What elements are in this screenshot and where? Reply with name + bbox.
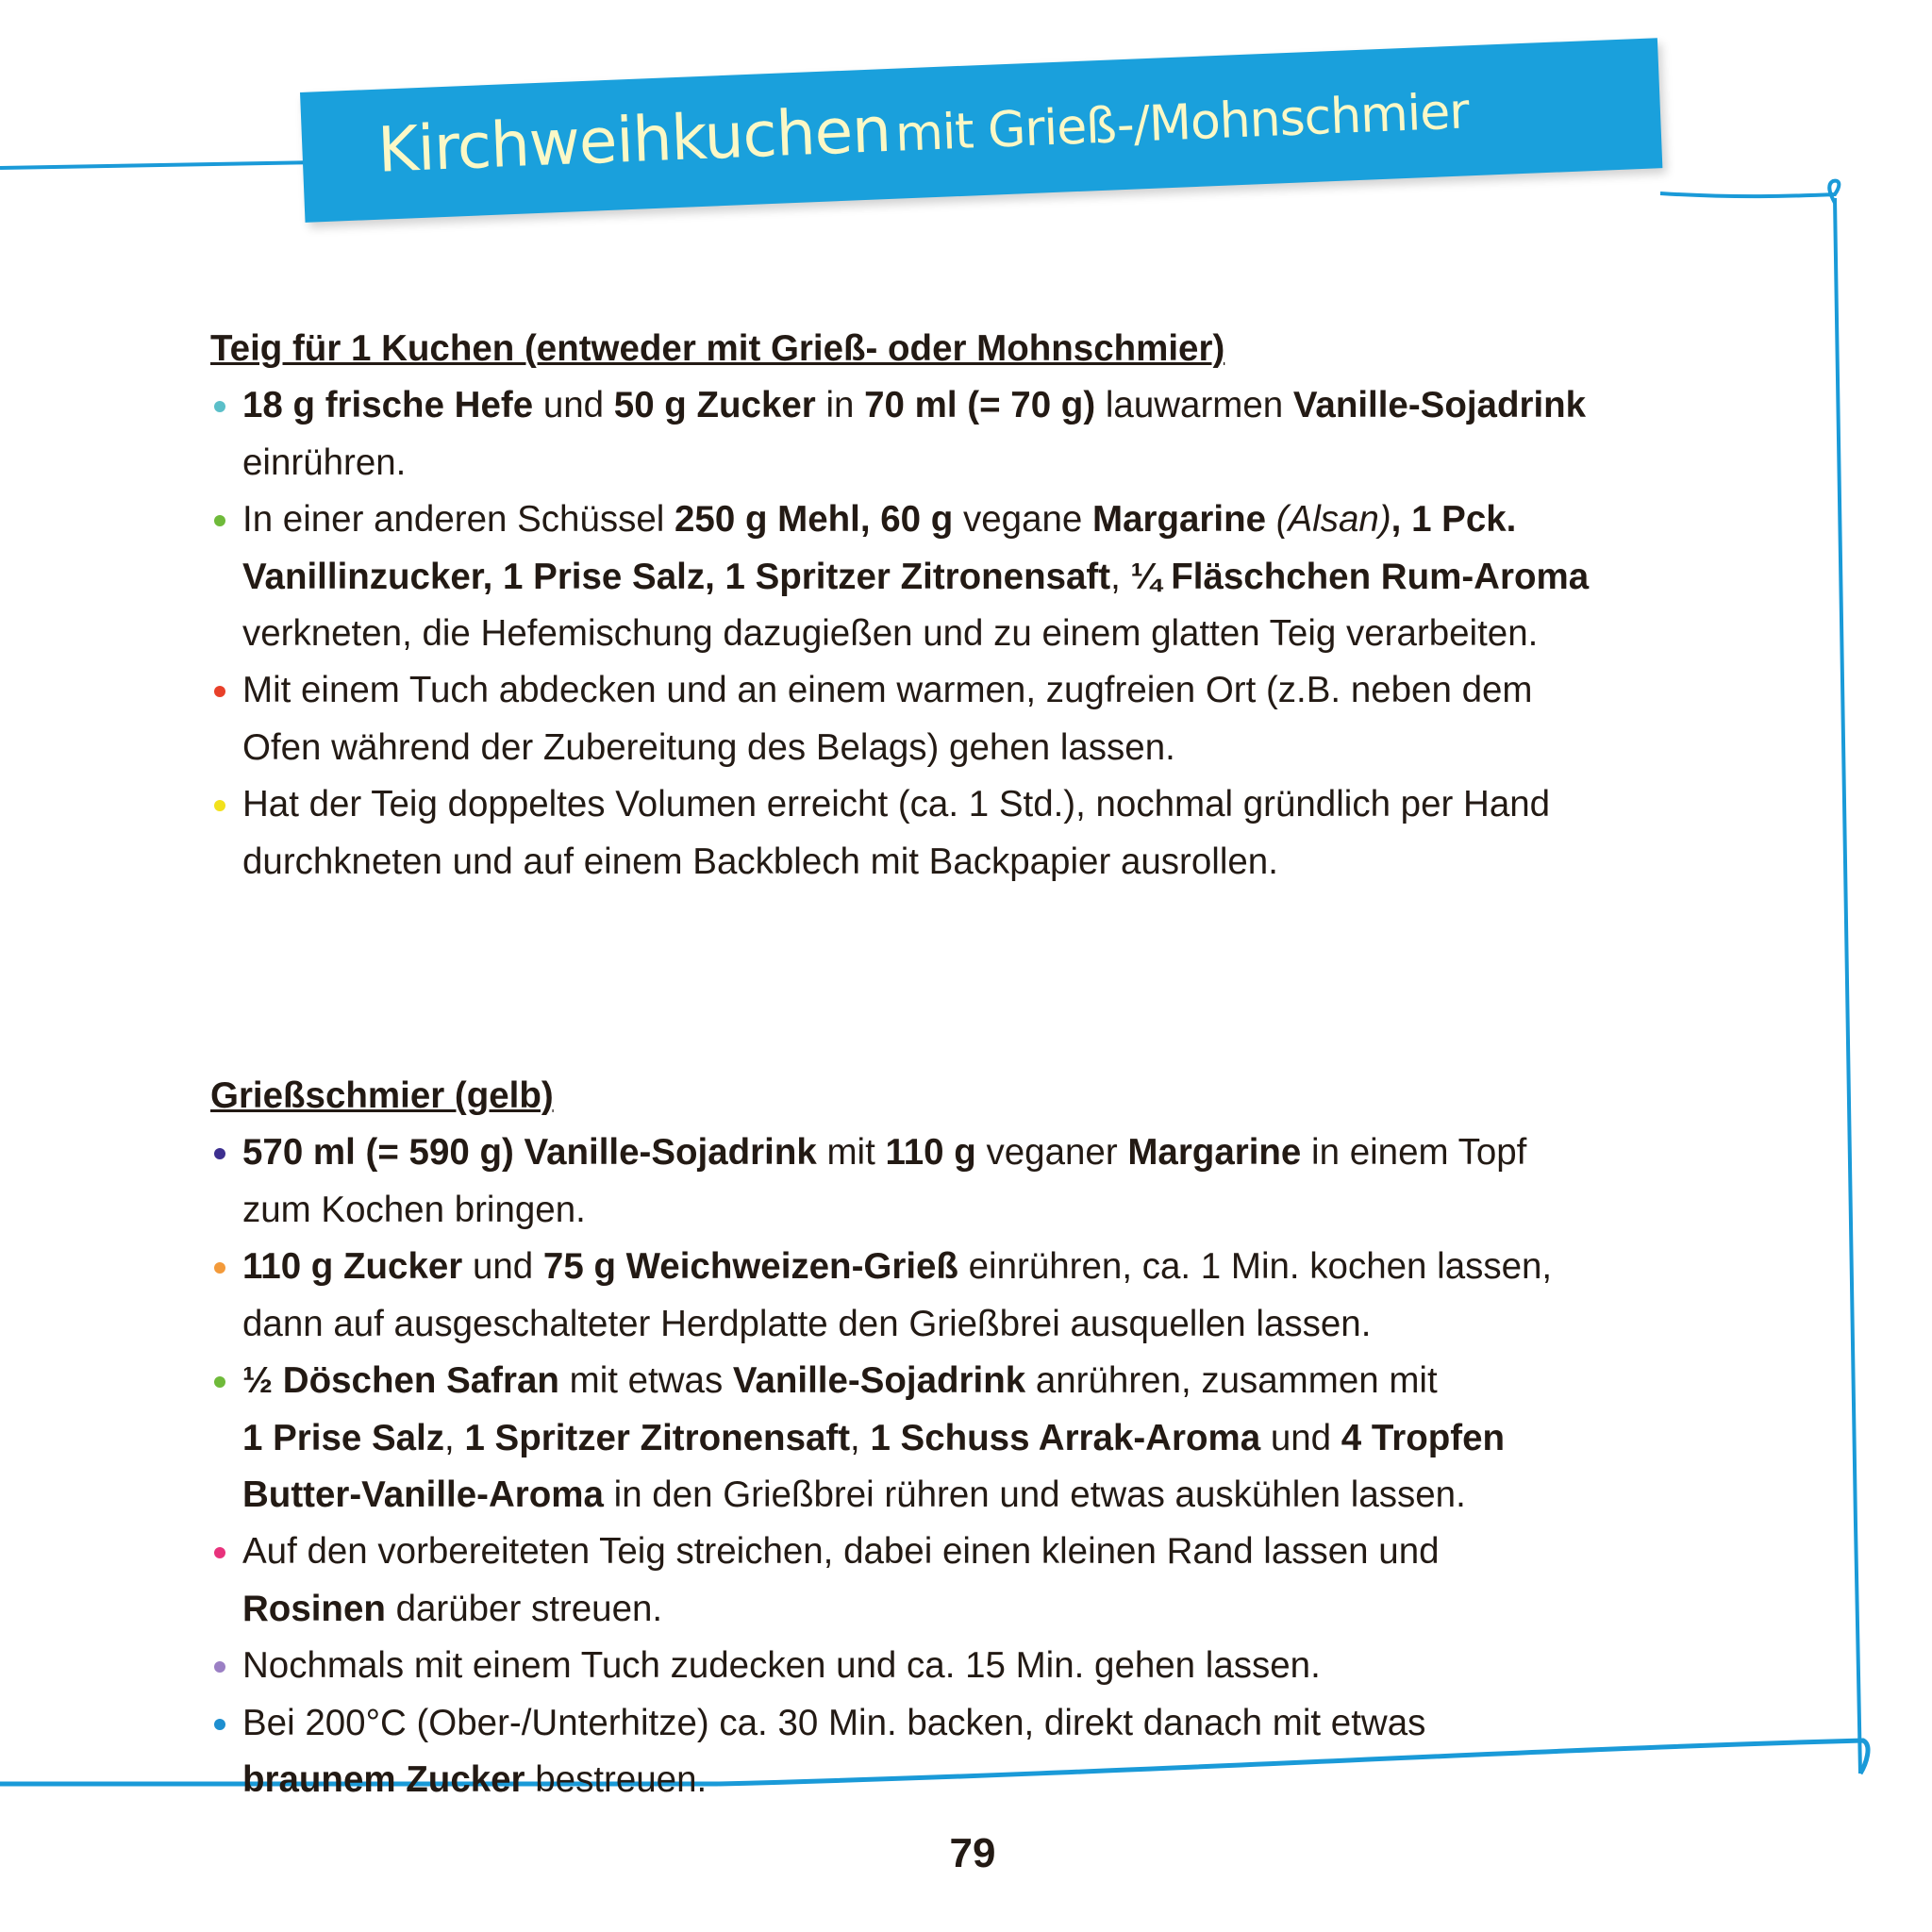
text-line (242, 435, 1814, 491)
text-segment: Bei 200°C (Ober-/Unterhitze) ca. 30 Min. backen, direkt danach mit etwas (242, 1702, 1426, 1743)
bold-text: 1 Prise Salz (242, 1417, 445, 1458)
text-segment: lauwarmen (1095, 385, 1293, 426)
bold-text: 110 g (885, 1132, 976, 1174)
text-line (242, 662, 1814, 719)
bold-text: 250 g Mehl, 60 g (675, 499, 954, 541)
list-item (210, 1239, 1814, 1353)
text-segment: in den Grießbrei rühren und etwas auskühlen lassen. (603, 1474, 1466, 1515)
text-segment: Ofen während der Zubereitung des Belags) gehen lassen. (242, 726, 1175, 768)
bold-text: Margarine (1092, 499, 1267, 541)
bold-text: 75 g Weichweizen-Grieß (542, 1246, 958, 1288)
text-line (242, 1182, 1814, 1239)
list-item (210, 1124, 1814, 1239)
bold-text: 70 ml (= 70 g) (864, 385, 1096, 426)
text-line (242, 606, 1814, 662)
bold-text: 1 Spritzer Zitronensaft (464, 1417, 851, 1458)
text-line (242, 1524, 1814, 1580)
bold-text: Rosinen (242, 1588, 386, 1629)
list-item (210, 1353, 1814, 1524)
text-segment: , (1110, 556, 1131, 597)
bullet-dot-icon (214, 1376, 225, 1388)
text-line (242, 720, 1814, 776)
text-segment: mit etwas (558, 1360, 733, 1402)
bold-text: 570 ml (= 590 g) Vanille-Sojadrink (242, 1132, 817, 1174)
title-main: Kirchweihkuchen (375, 92, 892, 187)
text-line (242, 1239, 1814, 1295)
text-segment: in einem Topf (1301, 1132, 1527, 1174)
text-segment: verkneten, die Hefemischung dazugießen und zu einem glatten Teig verarbeiten. (242, 613, 1539, 655)
text-line (242, 834, 1814, 891)
bold-text: 110 g Zucker (242, 1246, 463, 1288)
text-segment: Mit einem Tuch abdecken und an einem warmen, zugfreien Ort (z.B. neben dem (242, 670, 1533, 711)
bold-text: ¼ Fläschchen Rum-Aroma (1130, 556, 1590, 597)
bold-text: Vanille-Sojadrink (732, 1360, 1026, 1402)
bold-text: Vanillinzucker, 1 Prise Salz, 1 Spritzer Zitronensaft (242, 556, 1111, 597)
bold-text: , 1 Pck. (1391, 499, 1517, 541)
list-item (210, 662, 1814, 776)
bullet-dot-icon (214, 1719, 225, 1730)
text-line (242, 1752, 1814, 1808)
text-segment: In einer anderen Schüssel (242, 499, 675, 541)
list-item (210, 1524, 1814, 1638)
list-item (210, 491, 1814, 662)
bullet-dot-icon (214, 1547, 225, 1558)
bold-text: 1 Schuss Arrak-Aroma (870, 1417, 1261, 1458)
bold-text: braunem Zucker (242, 1758, 525, 1800)
text-segment: veganer (975, 1132, 1128, 1174)
frame-top-left-line (0, 162, 321, 168)
section-spacer (210, 891, 1814, 1068)
text-line (242, 1353, 1814, 1409)
recipe-content (210, 321, 1814, 1808)
text-segment: und (533, 385, 614, 426)
text-line (242, 377, 1814, 434)
bullet-dot-icon (214, 800, 225, 811)
bold-text: Butter-Vanille-Aroma (242, 1474, 604, 1515)
bullet-dot-icon (214, 1661, 225, 1673)
bold-text: 50 g Zucker (613, 385, 816, 426)
text-line (242, 549, 1814, 606)
bold-text: 4 Tropfen (1341, 1417, 1506, 1458)
text-segment: einrühren, ca. 1 Min. kochen lassen, (958, 1246, 1553, 1288)
text-segment: durchkneten und auf einem Backblech mit Backpapier ausrollen. (242, 841, 1278, 882)
text-segment: zum Kochen bringen. (242, 1189, 586, 1230)
text-segment: und (1260, 1417, 1341, 1458)
list-item (210, 1638, 1814, 1694)
text-segment: einrühren. (242, 441, 407, 483)
text-line (242, 776, 1814, 833)
text-segment: Auf den vorbereiteten Teig streichen, dabei einen kleinen Rand lassen und (242, 1531, 1440, 1573)
text-line (242, 1296, 1814, 1353)
list-item (210, 776, 1814, 891)
text-segment: , (850, 1417, 871, 1458)
text-segment: anrühren, zusammen mit (1025, 1360, 1438, 1402)
list-item (210, 1695, 1814, 1809)
text-segment: bestreuen. (525, 1758, 708, 1800)
section-heading: Grießschmier (gelb) (210, 1075, 554, 1117)
text-segment: Nochmals mit einem Tuch zudecken und ca. 15 Min. gehen lassen. (242, 1645, 1321, 1687)
title-sub: mit Grieß-/Mohnschmier (893, 83, 1470, 163)
bullet-dot-icon (214, 1262, 225, 1274)
text-line (242, 1695, 1814, 1752)
bullet-dot-icon (214, 686, 225, 697)
bullet-dot-icon (214, 515, 225, 526)
text-segment (1266, 499, 1276, 540)
text-segment: darüber streuen. (385, 1588, 663, 1629)
text-segment: , (444, 1417, 465, 1458)
bold-text: 18 g frische Hefe (242, 385, 534, 426)
text-segment: Hat der Teig doppeltes Volumen erreicht (ca. 1 Std.), nochmal gründlich per Hand (242, 784, 1551, 825)
text-segment: in (815, 385, 865, 426)
page-number: 79 (949, 1830, 996, 1876)
text-segment: mit (816, 1132, 886, 1174)
text-segment: vegane (953, 499, 1092, 541)
bold-text: Vanille-Sojadrink (1292, 385, 1587, 426)
text-line (242, 1467, 1814, 1524)
text-line (242, 1410, 1814, 1467)
text-segment: dann auf ausgeschalteter Herdplatte den Grießbrei ausquellen lassen. (242, 1303, 1372, 1344)
bold-text: ½ Döschen Safran (242, 1360, 559, 1402)
bold-text: Margarine (1127, 1132, 1302, 1174)
section-heading: Teig für 1 Kuchen (entweder mit Grieß- oder Mohnschmier) (210, 328, 1225, 369)
italic-text: (Alsan) (1275, 499, 1391, 541)
page-title (376, 70, 1470, 186)
frame-top-right-line (1660, 181, 1839, 203)
text-segment: und (462, 1246, 543, 1288)
bullet-dot-icon (214, 401, 225, 412)
text-line (242, 1581, 1814, 1638)
text-line (242, 1124, 1814, 1181)
text-line (242, 1638, 1814, 1694)
text-line (242, 491, 1814, 548)
frame-right-line (1835, 198, 1860, 1774)
bullet-dot-icon (214, 1148, 225, 1159)
list-item (210, 377, 1814, 491)
